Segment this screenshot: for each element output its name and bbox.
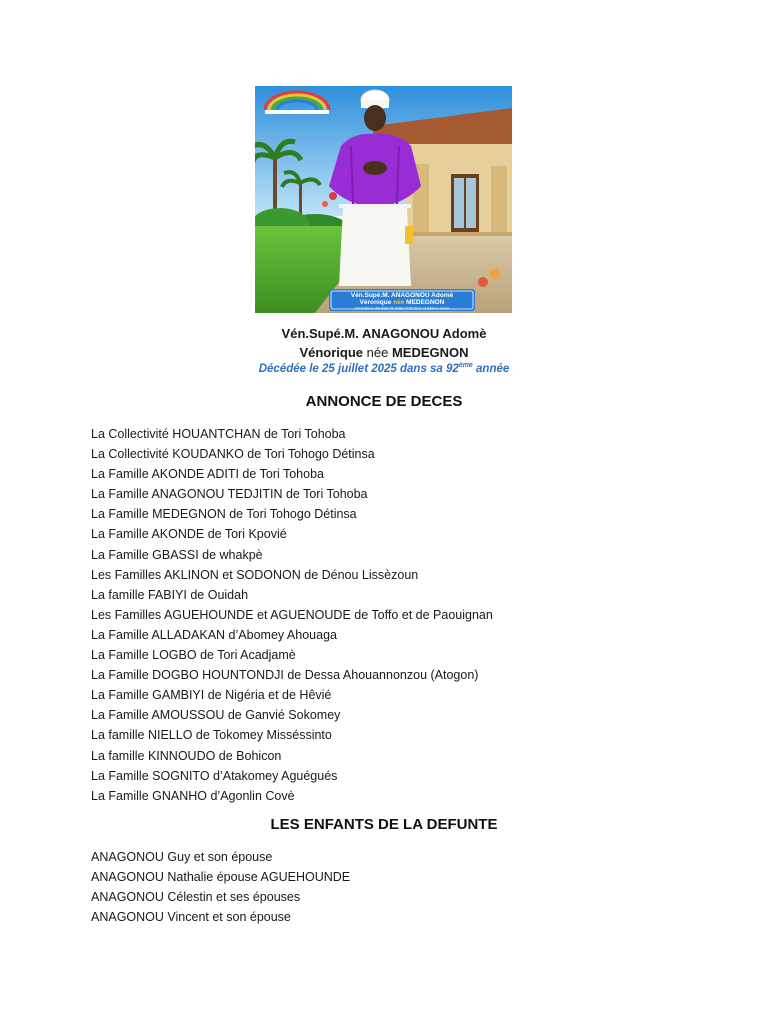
- death-date-line: Décédée le 25 juillet 2025 dans sa 92ème année: [258, 362, 510, 375]
- family-list-item: La Famille AKONDE de Tori Kpovié: [91, 527, 287, 542]
- families-list: [91, 424, 493, 806]
- family-list-item: La Famille ALLADAKAN d’Abomey Ahouaga: [91, 627, 337, 642]
- children-list: [91, 847, 350, 927]
- family-list-item: La Famille GBASSI de whakpè: [91, 547, 263, 562]
- badge-line-1: Vén.Supé.M. ANAGONOU Adomè: [350, 292, 454, 299]
- family-list-item: La Famille DOGBO HOUNTONDJI de Dessa Ahouannonzou (Atogon): [91, 668, 479, 683]
- family-list-item: La Famille MEDEGNON de Tori Tohogo Détinsa: [91, 507, 357, 522]
- family-list-item: Les Familles AGUEHOUNDE et AGUENOUDE de Toffo et de Paouignan: [91, 607, 493, 622]
- family-list-item: La Collectivité HOUANTCHAN de Tori Tohoba: [91, 427, 346, 441]
- child-list-item: ANAGONOU Nathalie épouse AGUEHOUNDE: [91, 870, 351, 885]
- deceased-name-line-1: [0, 326, 768, 341]
- badge-line-3: Décédée le Vendredi 25 Juillet 2025 dans sa 92ème année: [354, 306, 450, 311]
- family-list-item: La Famille GNANHO d’Agonlin Covè: [91, 788, 295, 803]
- family-list-item: Les Familles AKLINON et SODONON de Dénou Lissèzoun: [91, 567, 419, 582]
- announcement-heading: ANNONCE DE DECES: [305, 393, 463, 410]
- family-list-item: La Famille AKONDE ADITI de Tori Tohoba: [91, 467, 324, 482]
- family-list-item: La Famille SOGNITO d’Atakomey Aguégués: [91, 768, 338, 783]
- family-list-item: La Famille GAMBIYI de Nigéria et de Hêvié: [91, 688, 332, 703]
- family-list-item: La famille NIELLO de Tokomey Misséssinto: [91, 728, 332, 743]
- family-list-item: La famille KINNOUDO de Bohicon: [91, 748, 282, 763]
- family-list-item: La Famille LOGBO de Tori Acadjamè: [91, 648, 296, 663]
- child-list-item: ANAGONOU Vincent et son épouse: [91, 910, 291, 925]
- deceased-name: Vén.Supé.M. ANAGONOU Adomè: [281, 326, 487, 341]
- family-list-item: La Famille AMOUSSOU de Ganvié Sokomey: [91, 708, 341, 723]
- family-list-item: La famille FABIYI de Ouidah: [91, 587, 249, 602]
- memorial-photo: [255, 86, 512, 313]
- child-list-item: ANAGONOU Guy et son épouse: [91, 850, 273, 864]
- child-list-item: ANAGONOU Célestin et ses épouses: [91, 890, 301, 905]
- family-list-item: La Collectivité KOUDANKO de Tori Tohogo Détinsa: [91, 447, 375, 462]
- children-heading: LES ENFANTS DE LA DEFUNTE: [270, 816, 498, 833]
- deceased-name-line-2: Vénorique née MEDEGNON: [299, 345, 469, 360]
- badge-line-2: Véronique née MEDEGNON: [359, 299, 445, 306]
- family-list-item: La Famille ANAGONOU TEDJITIN de Tori Tohoba: [91, 487, 368, 502]
